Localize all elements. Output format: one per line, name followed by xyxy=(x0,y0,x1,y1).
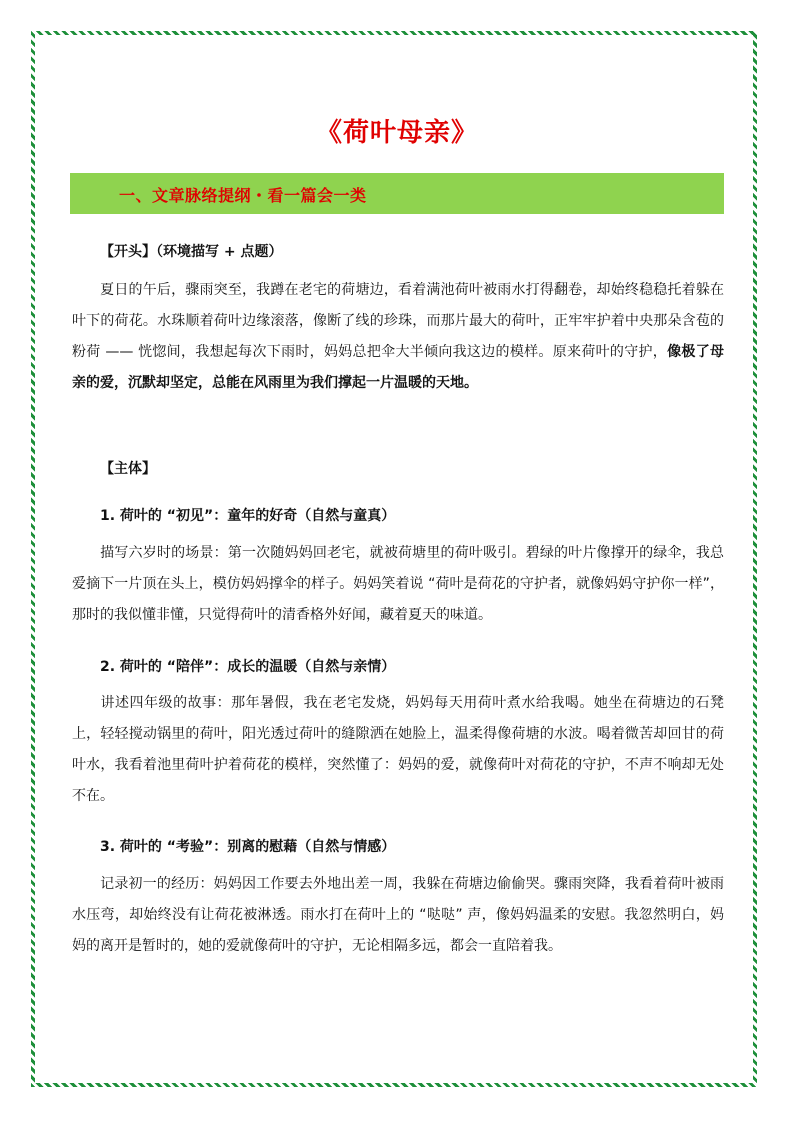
opening-heading: 【开头】（环境描写 + 点题） xyxy=(100,244,283,260)
point-3-paragraph xyxy=(72,869,724,962)
point-2-paragraph xyxy=(72,688,724,812)
point-1-heading: 1. 荷叶的 “初见”：童年的好奇（自然与童真） xyxy=(100,508,396,524)
opening-paragraph xyxy=(72,275,724,399)
section-title: 一、文章脉络提纲・看一篇会一类 xyxy=(119,186,367,205)
opening-text: 夏日的午后，骤雨突至，我蹲在老宅的荷塘边，看着满池荷叶被雨水打得翻卷，却始终稳稳托着躲在叶下的荷花。水珠顺着荷叶边缘滚落，像断了线的珍珠，而那片最大的荷叶，正牢牢护着中央那朵含苞的粉荷 —— 恍惚间，我想起每次下雨时，妈妈总把伞大半倾向我这边的模样。原来荷叶的守护， xyxy=(72,282,724,360)
point-2-text: 讲述四年级的故事：那年暑假，我在老宅发烧，妈妈每天用荷叶煮水给我喝。她坐在荷塘边的石凳上，轻轻搅动锅里的荷叶，阳光透过荷叶的缝隙洒在她脸上，温柔得像荷塘的水波。喝着微苦却回甘的荷叶水，我看着池里荷叶护着荷花的模样，突然懂了：妈妈的爱，就像荷叶对荷花的守护，不声不响却无处不在。 xyxy=(72,695,724,804)
point-3-heading: 3. 荷叶的 “考验”：别离的慰藉（自然与情感） xyxy=(100,839,396,855)
point-2-heading: 2. 荷叶的 “陪伴”：成长的温暖（自然与亲情） xyxy=(100,659,396,675)
section-header-bar xyxy=(70,173,724,214)
point-3-text: 记录初一的经历：妈妈因工作要去外地出差一周，我躲在荷塘边偷偷哭。骤雨突降，我看着荷叶被雨水压弯，却始终没有让荷花被淋透。雨水打在荷叶上的 “哒哒” 声，像妈妈温柔的安慰。我忽然明白，妈妈的离开是暂时的，她的爱就像荷叶的守护，无论相隔多远，都会一直陪着我。 xyxy=(72,876,724,954)
point-1-paragraph xyxy=(72,538,724,631)
document-title: 《荷叶母亲》 xyxy=(315,118,478,148)
body-heading: 【主体】 xyxy=(100,461,156,477)
point-1-text: 描写六岁时的场景：第一次随妈妈回老宅，就被荷塘里的荷叶吸引。碧绿的叶片像撑开的绿伞，我总爱摘下一片顶在头上，模仿妈妈撑伞的样子。妈妈笑着说 “荷叶是荷花的守护者，就像妈妈守护你一样”，那时的我似懂非懂，只觉得荷叶的清香格外好闻，藏着夏天的味道。 xyxy=(72,545,724,623)
opening-text-emphasis: 像极了母亲的爱，沉默却坚定，总能在风雨里为我们撑起一片温暖的天地。 xyxy=(72,344,725,391)
